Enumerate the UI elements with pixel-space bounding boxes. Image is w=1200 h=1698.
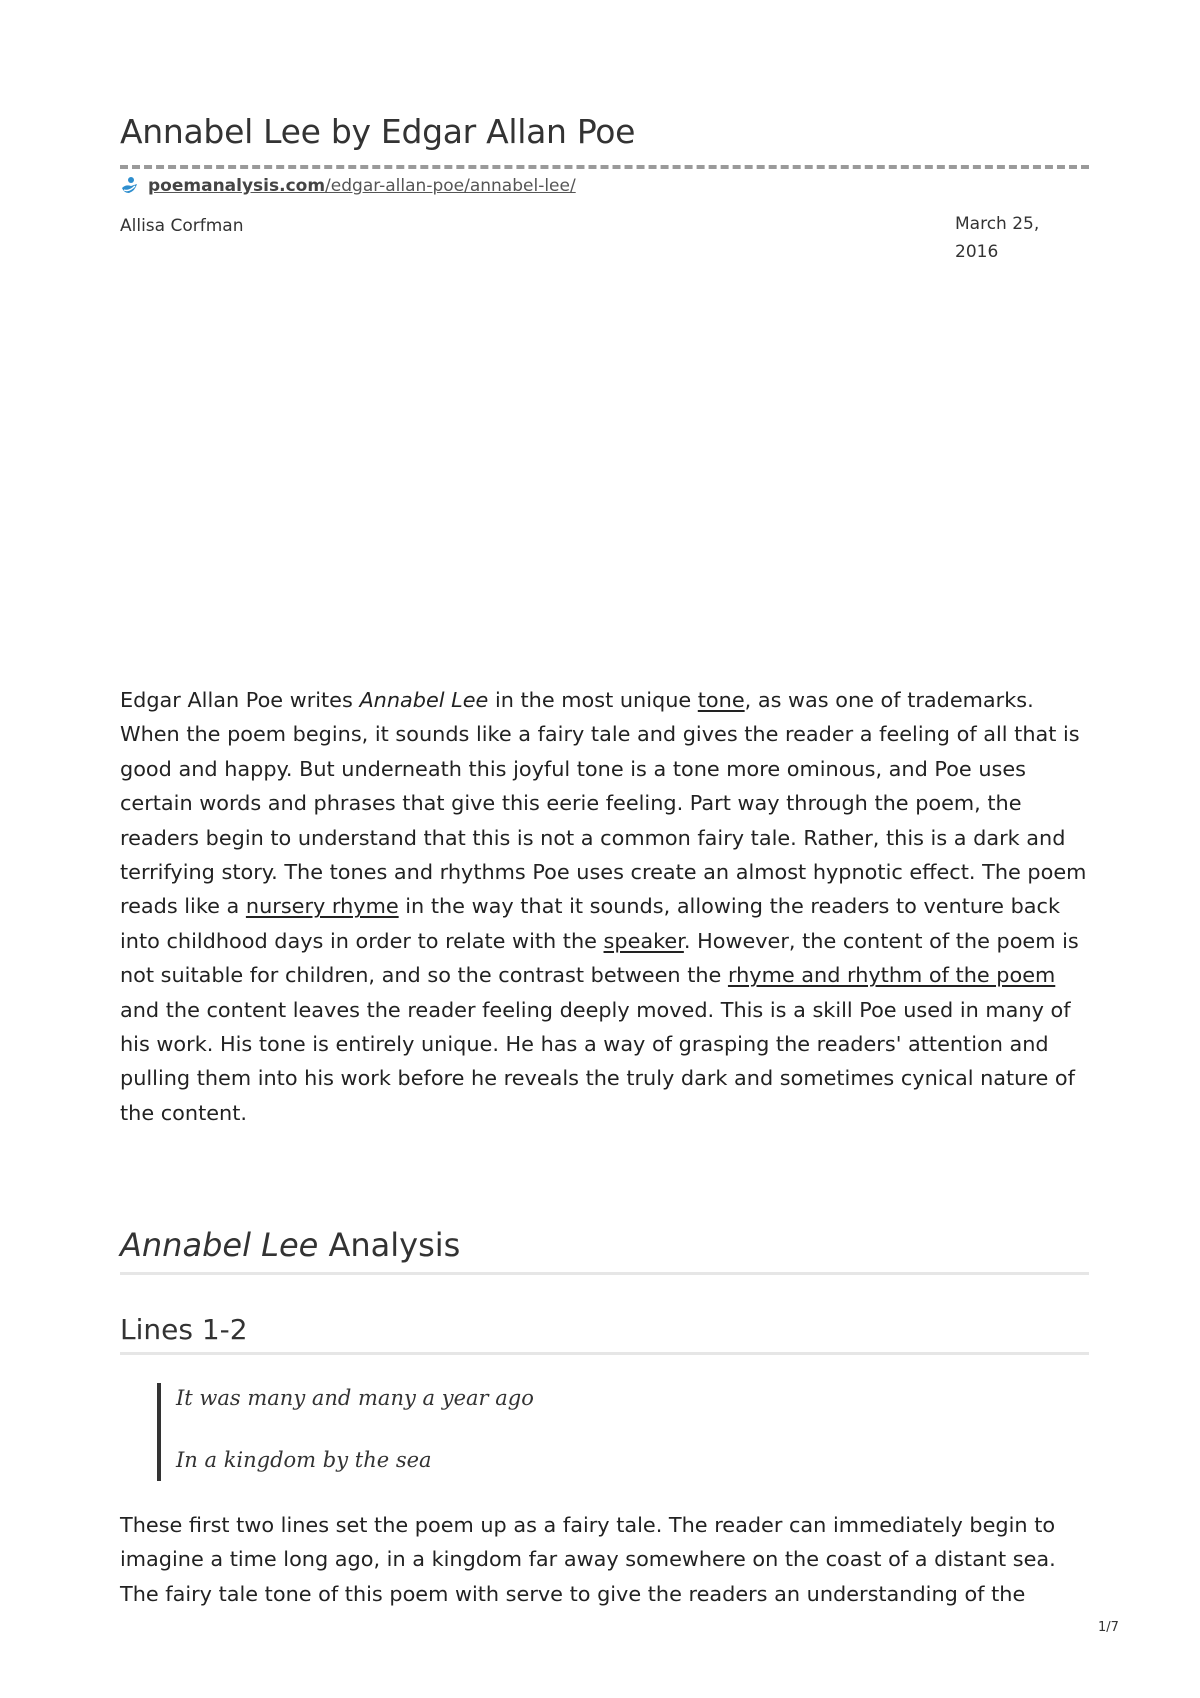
- poemanalysis-logo-icon: [120, 176, 140, 196]
- page-number: 1/7: [1098, 1620, 1119, 1635]
- source-link[interactable]: [120, 176, 576, 196]
- analysis-heading-rest: Analysis: [318, 1226, 461, 1264]
- source-url[interactable]: [148, 176, 576, 196]
- link-nursery-rhyme[interactable]: nursery rhyme: [245, 894, 399, 919]
- quote-line-1: It was many and many a year ago: [176, 1386, 534, 1410]
- source-domain: poemanalysis.com: [148, 176, 326, 196]
- analysis-paragraph: These first two lines set the poem up as a fairy tale. The reader can immediately begin to imagine a time long ago, in a kingdom far away somewhere on the coast of a distant sea. The fairy tale tone of this poem with serve to give the readers an understanding of the: [120, 1513, 1056, 1606]
- intro-text-6: and the content leaves the reader feeling deeply moved. This is a skill Poe used in many of his work. His tone is entirely unique. He has a way of grasping the readers' attention and pulling them into his work before he reveals the truly dark and sometimes cynical nature of the content.: [120, 997, 1075, 1125]
- intro-text-2: in the most unique: [488, 688, 698, 712]
- intro-poem-title: Annabel Lee: [359, 688, 489, 712]
- link-speaker[interactable]: speaker: [603, 928, 684, 953]
- source-path: /edgar-allan-poe/annabel-lee/: [325, 176, 576, 196]
- intro-text-1: Edgar Allan Poe writes: [120, 688, 360, 712]
- intro-text-4: in the way that it sounds, allowing the readers to venture back into childhood days in order to relate with the: [120, 894, 1061, 953]
- intro-paragraph: [120, 683, 1095, 1130]
- author-name: Allisa Corfman: [120, 216, 244, 236]
- link-rhyme-and-rhythm[interactable]: rhyme and rhythm of the poem: [727, 963, 1056, 988]
- quote-line-2: In a kingdom by the sea: [176, 1448, 432, 1472]
- analysis-heading-italic: Annabel Lee: [120, 1226, 319, 1264]
- lines-heading: Lines 1-2: [120, 1313, 1089, 1355]
- analysis-heading: [120, 1226, 1089, 1275]
- title-divider: [120, 165, 1089, 169]
- intro-text-3: , as was one of trademarks. When the poem begins, it sounds like a fairy tale and gives the reader a feeling of all that is good and happy. But underneath this joyful tone is a tone more ominous, and Poe uses certain words and phrases that give this eerie feeling. Part way through the poem, the readers begin to understand that this is not a common fairy tale. Rather, this is a dark and terrifying story. The tones and rhythms Poe uses create an almost hypnotic effect. The poem reads like a: [120, 688, 1087, 919]
- intro-text-5: . However, the content of the poem is not suitable for children, and so the contrast between the: [120, 928, 1079, 988]
- link-tone[interactable]: tone: [697, 688, 745, 712]
- page-title: Annabel Lee by Edgar Allan Poe: [120, 112, 636, 151]
- publish-date: March 25, 2016: [955, 214, 1040, 262]
- poem-quote: [157, 1383, 776, 1481]
